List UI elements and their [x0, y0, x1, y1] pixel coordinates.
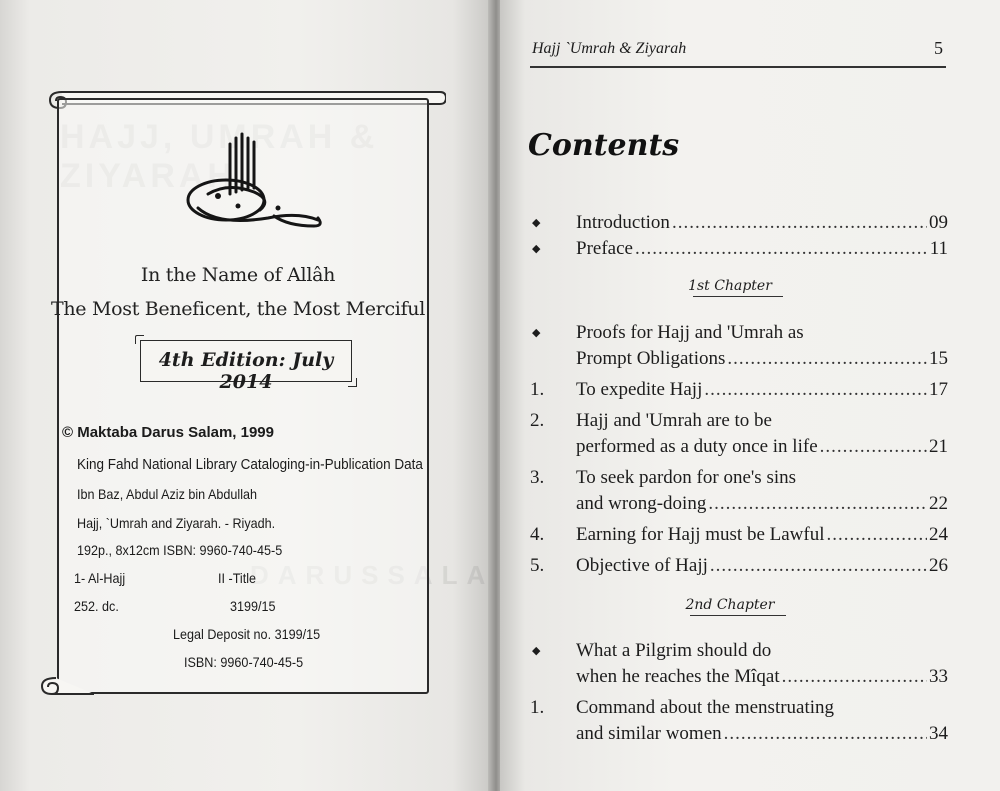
toc-entry[interactable] — [530, 410, 948, 436]
dot-leader — [727, 348, 927, 370]
toc-page-number: 24 — [929, 524, 948, 545]
toc-entry-continuation[interactable] — [530, 723, 948, 749]
dot-leader — [710, 555, 927, 577]
left-page — [0, 0, 492, 791]
toc-entry[interactable] — [530, 467, 948, 493]
toc-page-number: 26 — [929, 555, 948, 576]
toc-entry[interactable] — [530, 379, 948, 405]
toc-entry-text: To expedite Hajj — [576, 379, 703, 400]
toc-entry-continuation[interactable] — [530, 666, 948, 692]
toc-entry[interactable] — [530, 322, 948, 348]
toc-entry[interactable] — [530, 555, 948, 581]
scroll-bottom-curl — [36, 674, 96, 698]
dot-leader — [708, 493, 927, 515]
toc-entry-continuation[interactable] — [530, 493, 948, 519]
dot-leader — [635, 238, 928, 260]
name-line-2: The Most Beneficent, the Most Merciful — [50, 298, 426, 320]
toc-entry-line-1: Proofs for Hajj and 'Umrah as — [576, 322, 804, 343]
chapter-1-label: 1st Chapter — [688, 278, 772, 294]
legal-deposit: Legal Deposit no. 3199/15 — [173, 626, 321, 642]
toc-page-number: 34 — [929, 723, 948, 744]
catalog-class-ref: 3199/15 — [230, 598, 276, 614]
toc-number: 5. — [530, 555, 545, 576]
toc-entry[interactable] — [530, 640, 948, 666]
toc-entry-text: Objective of Hajj — [576, 555, 708, 576]
toc-entry-line-1: Hajj and 'Umrah are to be — [576, 410, 772, 431]
toc-entry-continuation[interactable] — [530, 436, 948, 462]
toc-page-number: 21 — [929, 436, 948, 457]
toc-entry-line-1: Command about the menstruating — [576, 697, 835, 718]
catalog-author: Ibn Baz, Abdul Aziz bin Abdullah — [77, 486, 258, 502]
catalog-title: Hajj, `Umrah and Ziyarah. - Riyadh. — [77, 515, 276, 531]
toc-entry-text: and similar women — [576, 723, 722, 744]
chapter-2-underline — [690, 615, 786, 616]
copyright-line: © Maktaba Darus Salam, 1999 — [62, 424, 274, 441]
toc-number: 2. — [530, 410, 545, 431]
toc-page-number: 22 — [929, 493, 948, 514]
catalog-subject-1: 1- Al-Hajj — [74, 570, 126, 586]
toc-entry-line-1: To seek pardon for one's sins — [576, 467, 797, 488]
dot-leader — [672, 212, 927, 234]
basmala-calligraphy — [178, 130, 328, 240]
toc-entry-continuation[interactable] — [530, 348, 948, 374]
contents-title: Contents — [528, 128, 680, 163]
toc-page-number: 33 — [929, 666, 948, 687]
toc-entry-text: Preface — [576, 238, 633, 259]
toc-page-number: 15 — [929, 348, 948, 369]
dot-leader — [724, 723, 927, 745]
catalog-subject-2: II -Title — [218, 570, 257, 586]
toc-number: 1. — [530, 379, 545, 400]
catalog-class-no: 252. dc. — [74, 598, 119, 614]
toc-entry[interactable] — [530, 238, 948, 264]
dot-leader — [827, 524, 927, 546]
toc-number: 3. — [530, 467, 545, 488]
toc-entry[interactable] — [530, 697, 948, 723]
toc-entry-line-1: What a Pilgrim should do — [576, 640, 772, 661]
toc-entry[interactable] — [530, 524, 948, 550]
toc-entry-text: Earning for Hajj must be Lawful — [576, 524, 825, 545]
header-rule — [530, 66, 946, 68]
toc-page-number: 11 — [929, 238, 948, 259]
chapter-2-heading — [500, 597, 960, 613]
chapter-1-underline — [693, 296, 783, 297]
chapter-1-heading — [500, 278, 960, 294]
isbn-line: ISBN: 9960-740-45-5 — [184, 654, 304, 670]
dot-leader — [704, 379, 927, 401]
dot-leader — [782, 666, 927, 688]
toc-entry-text: and wrong-doing — [576, 493, 707, 514]
edition-text: 4th Edition: July 2014 — [158, 349, 334, 393]
running-head: Hajj `Umrah & Ziyarah — [532, 40, 687, 57]
chapter-2-label: 2nd Chapter — [685, 597, 775, 613]
toc-number: 1. — [530, 697, 545, 718]
toc-page-number: 17 — [929, 379, 948, 400]
bullet-diamond-icon: ◆ — [532, 243, 541, 255]
bullet-diamond-icon: ◆ — [532, 217, 541, 229]
catalog-heading: King Fahd National Library Cataloging-in-Publication Data — [77, 456, 423, 473]
bullet-diamond-icon: ◆ — [532, 645, 541, 657]
catalog-pages-isbn: 192p., 8x12cm ISBN: 9960-740-45-5 — [77, 542, 283, 558]
page-number: 5 — [934, 38, 943, 58]
toc-number: 4. — [530, 524, 545, 545]
toc-page-number: 09 — [929, 212, 948, 233]
toc-entry[interactable] — [530, 212, 948, 238]
toc-entry-text: when he reaches the Mîqat — [576, 666, 780, 687]
toc-entry-text: Introduction — [576, 212, 670, 233]
edition-box — [140, 340, 352, 393]
name-line-1: In the Name of Allâh — [140, 264, 336, 286]
bullet-diamond-icon: ◆ — [532, 327, 541, 339]
toc-entry-text: Prompt Obligations — [576, 348, 726, 369]
toc-entry-text: performed as a duty once in life — [576, 436, 818, 457]
dot-leader — [820, 436, 927, 458]
